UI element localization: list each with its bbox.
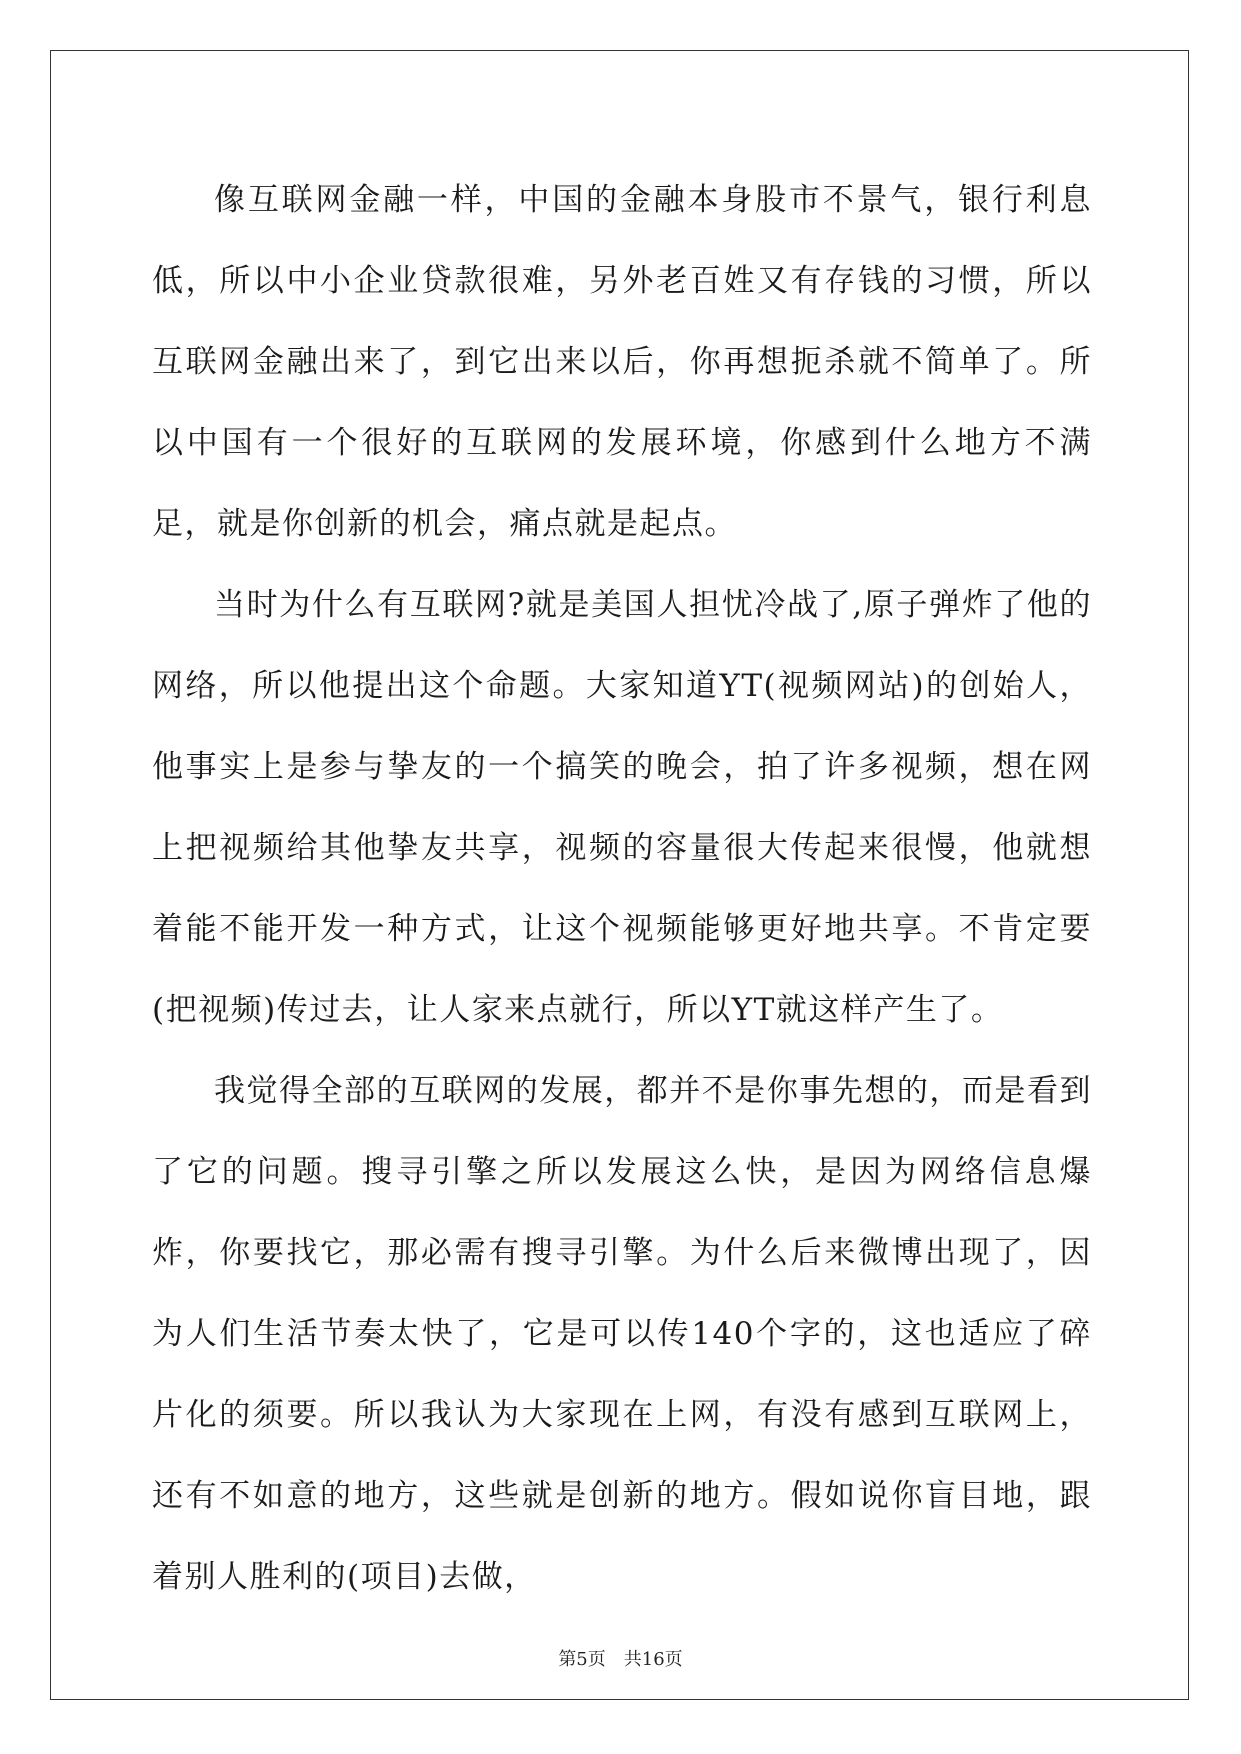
page-number: 第5页 [558,1649,606,1670]
page-total: 共16页 [623,1649,683,1670]
paragraph: 像互联网金融一样，中国的金融本身股市不景气，银行利息低，所以中小企业贷款很难，另外老百姓又有存钱的习惯，所以互联网金融出来了，到它出来以后，你再想扼杀就不简单了。所以中国有一个很好的互联网的发展环境，你感到什么地方不满足，就是你创新的机会，痛点就是起点。 [152,182,1092,542]
paragraph: 当时为什么有互联网?就是美国人担忧冷战了,原子弹炸了他的网络，所以他提出这个命题。大家知道YT(视频网站)的创始人，他事实上是参与挚友的一个搞笑的晚会，拍了许多视频，想在网上把视频给其他挚友共享，视频的容量很大传起来很慢，他就想着能不能开发一种方式，让这个视频能够更好地共享。不肯定要(把视频)传过去，让人家来点就行，所以YT就这样产生了。 [152,587,1092,1028]
page-footer [0,1645,1241,1671]
paragraph: 我觉得全部的互联网的发展，都并不是你事先想的，而是看到了它的问题。搜寻引擎之所以发展这么快，是因为网络信息爆炸，你要找它，那必需有搜寻引擎。为什么后来微博出现了，因为人们生活节奏太快了，它是可以传140个字的，这也适应了碎片化的须要。所以我认为大家现在上网，有没有感到互联网上，还有不如意的地方，这些就是创新的地方。假如说你盲目地，跟着别人胜利的(项目)去做， [152,1073,1092,1595]
document-body [152,160,1092,1618]
